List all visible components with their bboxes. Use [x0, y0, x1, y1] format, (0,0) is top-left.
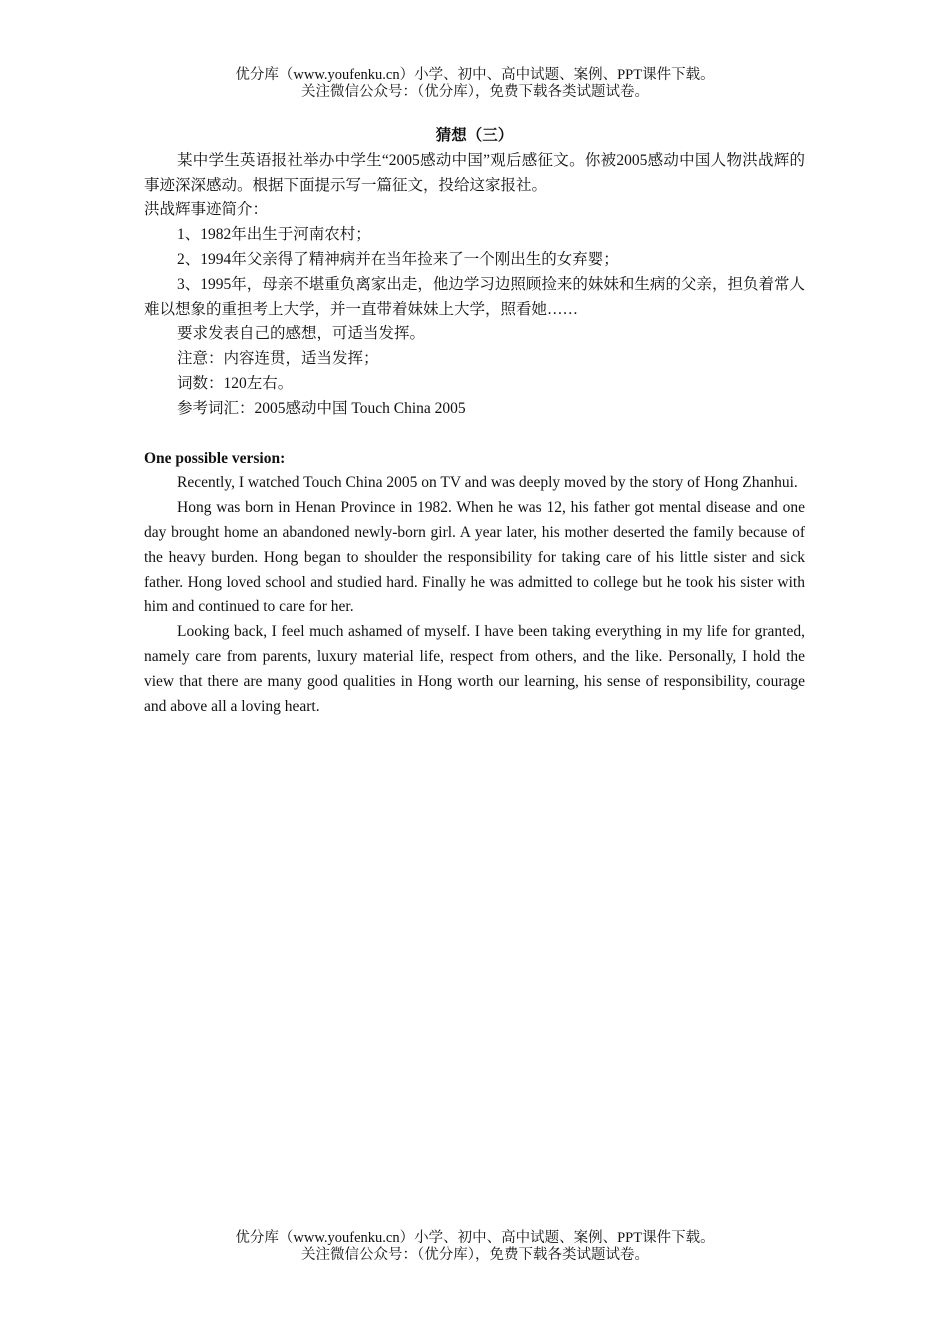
header-line-2: 关注微信公众号：（优分库），免费下载各类试题试卷。: [301, 84, 649, 100]
prompt-intro: 某中学生英语报社举办中学生“2005感动中国”观后感征文。你被2005感动中国人物洪战辉的事迹深深感动。根据下面提示写一篇征文，投给这家报社。: [144, 151, 805, 194]
header-line-1: 优分库（www.youfenku.cn）小学、初中、高中试题、案例、PPT课件下载。: [235, 67, 715, 83]
summary-item: 1、1982年出生于河南农村；: [177, 226, 371, 244]
document-body: [144, 124, 805, 719]
footer-line-2: 关注微信公众号：（优分库），免费下载各类试题试卷。: [301, 1247, 649, 1263]
vocab-text: 参考词汇：2005感动中国 Touch China 2005: [177, 399, 466, 417]
page-title: 猜想（三）: [435, 127, 514, 144]
page-footer: [0, 1230, 950, 1264]
summary-item: 3、1995年，母亲不堪重负离家出走，他边学习边照顾捡来的妹妹和生病的父亲，担负着常人难以想象的重担考上大学，并一直带着妹妹上大学，照看她……: [144, 275, 805, 318]
answer-paragraph: Looking back, I feel much ashamed of myself. I have been taking everything in my life for granted, namely care from parents, luxury material life, respect from others, and the like. Personally, I hold the view that there are many good qualities in Hong worth our learning, his sense of responsibility, courage and above all a loving heart.: [144, 623, 805, 715]
summary-item: 2、1994年父亲得了精神病并在当年捡来了一个刚出生的女弃婴；: [177, 250, 619, 268]
answer-paragraph: Recently, I watched Touch China 2005 on TV and was deeply moved by the story of Hong Zhanhui.: [177, 474, 798, 492]
word-count-text: 词数：120左右。: [177, 374, 294, 392]
requirement-text: 要求发表自己的感想，可适当发挥。: [177, 325, 426, 343]
spacer: [144, 422, 805, 447]
answer-heading: One possible version:: [144, 449, 286, 467]
answer-paragraph: Hong was born in Henan Province in 1982. When he was 12, his father got mental disease and one day brought home an abandoned newly-born girl. A year later, his mother deserted the family because of the heavy burden. Hong began to shoulder the responsibility for taking care of his little sister and sick father. Hong loved school and studied hard. Finally he was admitted to college but he took his sister with him and continued to care for her.: [144, 499, 805, 616]
page-header: [0, 67, 950, 101]
summary-heading: 洪战辉事迹简介：: [144, 201, 269, 219]
note-text: 注意：内容连贯，适当发挥；: [177, 350, 379, 368]
footer-line-1: 优分库（www.youfenku.cn）小学、初中、高中试题、案例、PPT课件下载。: [235, 1230, 715, 1246]
